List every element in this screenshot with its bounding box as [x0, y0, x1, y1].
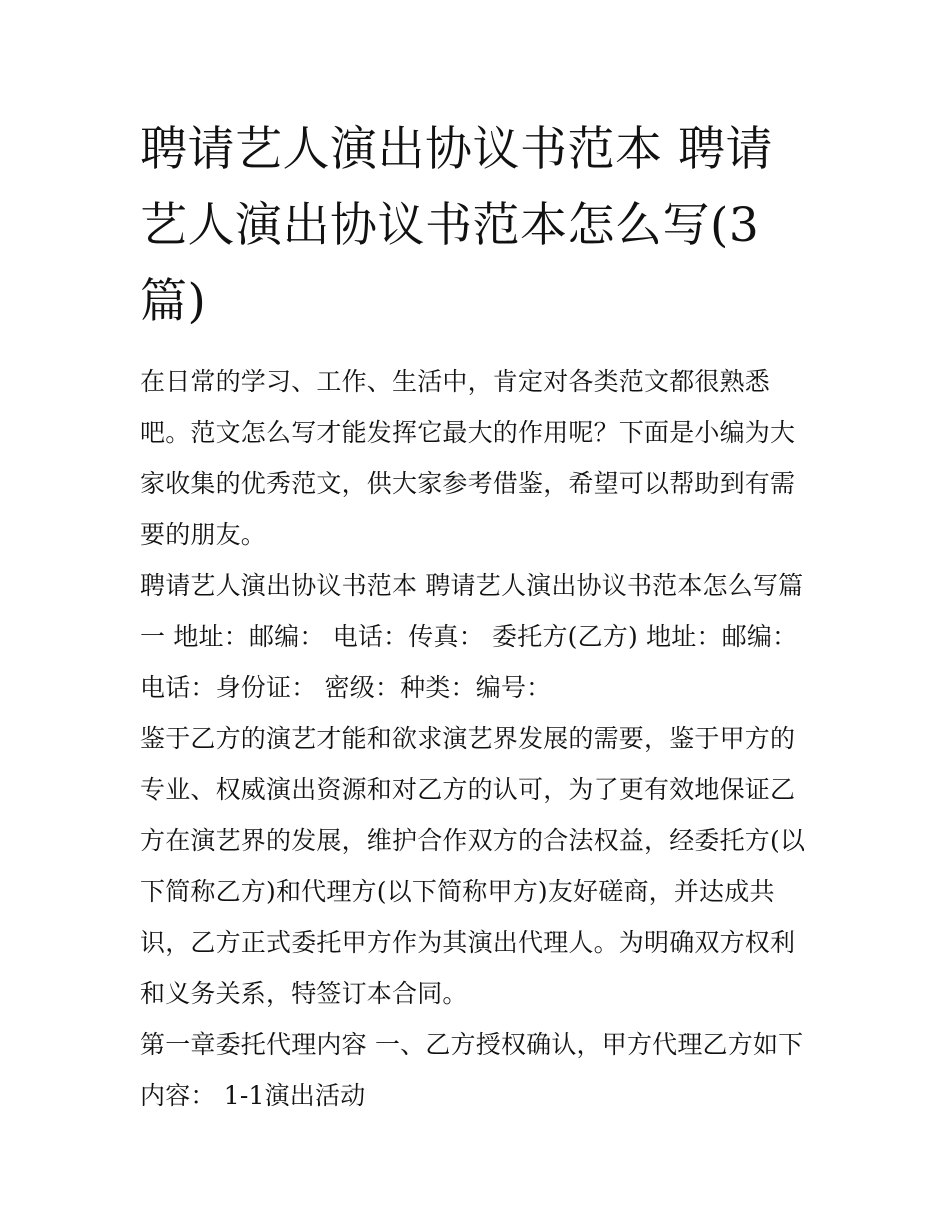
document-title: 聘请艺人演出协议书范本 聘请艺人演出协议书范本怎么写(3篇) — [140, 122, 773, 329]
contact-info-paragraph: 聘请艺人演出协议书范本 聘请艺人演出协议书范本怎么写篇一 地址：邮编： 电话：传真： 委托方(乙方) 地址：邮编： 电话：身份证： 密级：种类：编号： — [140, 571, 804, 702]
chapter-one-paragraph: 第一章委托代理内容 一、乙方授权确认，甲方代理乙方如下内容： 1-1演出活动 — [140, 1030, 804, 1110]
preamble-paragraph: 鉴于乙方的演艺才能和欲求演艺界发展的需要，鉴于甲方的专业、权威演出资源和对乙方的认可，为了更有效地保证乙方在演艺界的发展，维护合作双方的合法权益，经委托方(以下简称乙方)和代理方(以下简称甲方)友好磋商，并达成共识，乙方正式委托甲方作为其演出代理人。为明确双方权利和义务关系，特签订本合同。 — [140, 724, 806, 1008]
intro-paragraph: 在日常的学习、工作、生活中，肯定对各类范文都很熟悉吧。范文怎么写才能发挥它最大的作用呢？下面是小编为大家收集的优秀范文，供大家参考借鉴，希望可以帮助到有需要的朋友。 — [140, 367, 796, 549]
document-body — [140, 112, 820, 1121]
